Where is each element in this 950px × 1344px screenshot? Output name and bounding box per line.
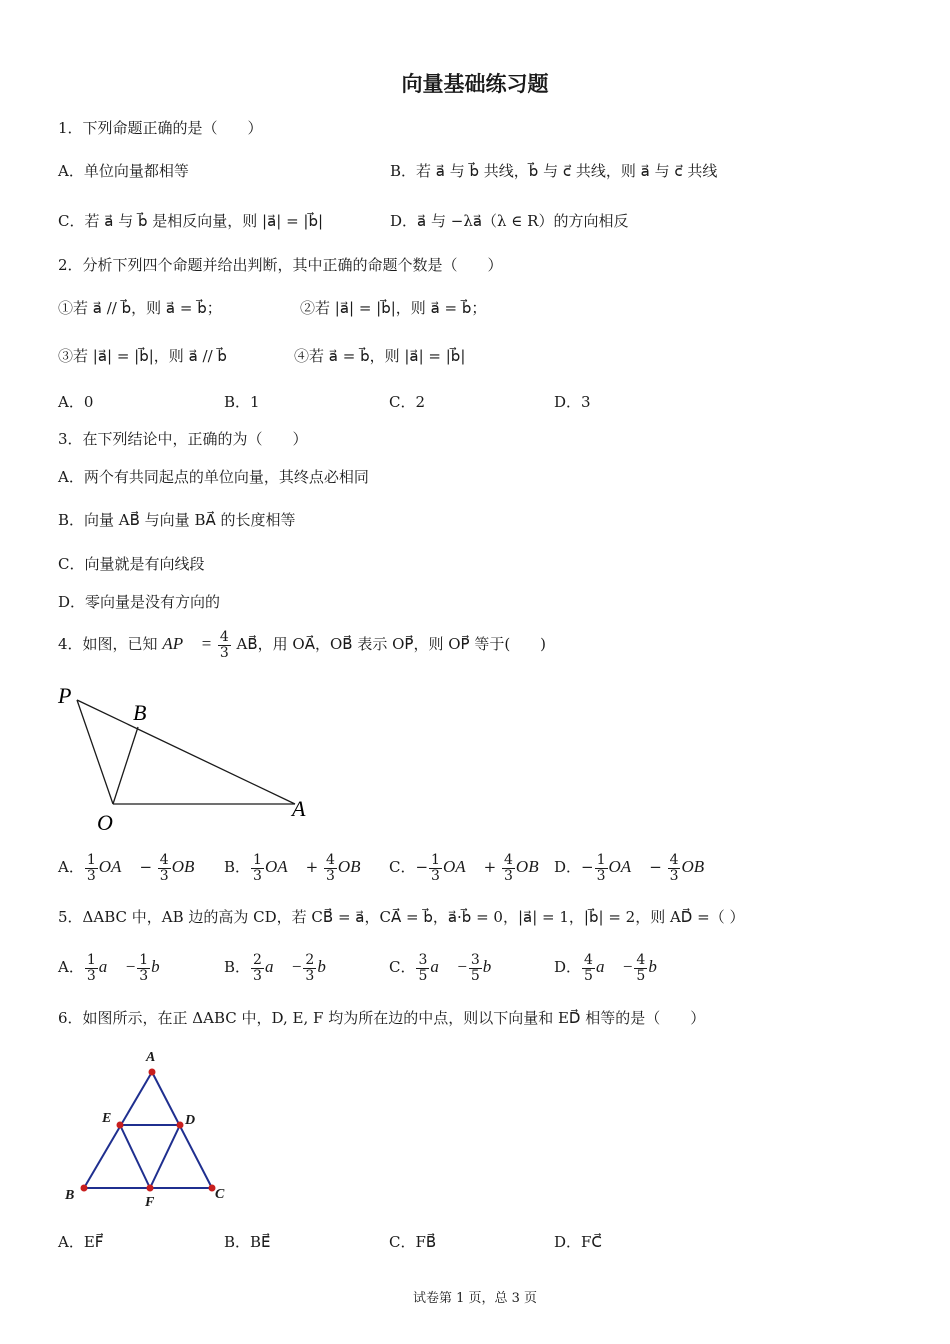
q1-option-b: B．若 a⃗ 与 b⃗ 共线，b⃗ 与 c⃗ 共线，则 a⃗ 与 c⃗ 共线: [390, 162, 718, 180]
q4-label-b: B: [133, 700, 147, 725]
q4-option-d-label: D．−: [554, 858, 594, 876]
q4-option-b-frac1: $\frac{1}{3}$: [253, 851, 262, 884]
q6-point-a: [149, 1069, 156, 1076]
q4-frac-num: 4: [219, 628, 229, 645]
page-footer: 试卷第 1 页，总 3 页: [412, 1291, 538, 1306]
q4-option-a-label: A．: [58, 858, 84, 876]
q4-option-b-frac2: $\frac{4}{3}$: [325, 851, 335, 884]
q5-option-a: [58, 946, 173, 988]
q4-option-b-op: +: [305, 858, 319, 876]
q5-option-c-frac1: $\frac{3}{5}$: [418, 951, 428, 984]
q6-label-b: B: [65, 1188, 75, 1203]
q4-option-b-vec1: OA⃗: [264, 857, 301, 876]
q6-segment-ef: [120, 1125, 150, 1188]
q6-point-d: [177, 1122, 184, 1129]
q2-stem: 2．分析下列四个命题并给出判断，其中正确的命题个数是（ ）: [58, 256, 503, 274]
q6-point-b: [81, 1185, 88, 1192]
q2-proposition-1: ①若 a⃗ // b⃗，则 a⃗ = b⃗；: [58, 299, 222, 317]
q6-option-c: C．FB⃗: [389, 1233, 437, 1251]
q4-option-a-vec1: OA⃗: [98, 857, 135, 876]
q6-option-a: A．EF⃗: [58, 1233, 104, 1251]
q4-label-p: P: [58, 683, 72, 708]
q4-line-po: [77, 700, 113, 804]
q6-point-e: [117, 1122, 124, 1129]
q6-label-a: A: [146, 1050, 156, 1065]
q4-option-a-frac2: $\frac{4}{3}$: [159, 851, 169, 884]
q5-option-a-vec2: b⃗: [151, 957, 173, 976]
q4-stem: [58, 622, 546, 666]
q3-option-c: C．向量就是有向线段: [58, 555, 205, 573]
q6-stem: 6．如图所示，在正 ΔABC 中，D, E, F 均为所在边的中点，则以下向量和 ED⃗ 相等的是（ ）: [58, 1009, 706, 1027]
page-title: 向量基础练习题: [401, 72, 549, 96]
q6-point-f: [147, 1185, 154, 1192]
q4-option-c-vec1: OA⃗: [442, 857, 479, 876]
q1-option-a: A．单位向量都相等: [58, 162, 189, 180]
q5-option-a-frac1: $\frac{1}{3}$: [86, 951, 96, 984]
q5-option-c-label: C．: [389, 958, 416, 976]
q2-option-a: A．0: [58, 393, 94, 411]
q6-label-f: F: [145, 1195, 155, 1210]
q5-option-c-vec2: b⃗: [482, 957, 505, 976]
q2-option-b: B．1: [224, 393, 260, 411]
q4-option-b-label: B．: [224, 858, 251, 876]
q1-option-c: C．若 a⃗ 与 b⃗ 是相反向量，则 |a⃗| = |b⃗|: [58, 212, 324, 230]
q4-frac-den: 3: [219, 644, 229, 661]
q2-proposition-2: ②若 |a⃗| = |b⃗|，则 a⃗ = b⃗；: [300, 299, 487, 317]
q5-option-b-vec1: a⃗ −: [264, 957, 303, 976]
q2-proposition-3: ③若 |a⃗| = |b⃗|，则 a⃗ // b⃗: [58, 347, 227, 365]
q3-option-d: D．零向量是没有方向的: [58, 593, 221, 611]
q4-option-d-frac2: $\frac{4}{3}$: [669, 851, 679, 884]
q5-option-c-vec1: a⃗ −: [430, 957, 468, 976]
q5-stem: 5．ΔABC 中，AB 边的高为 CD，若 CB⃗ = a⃗，CA⃗ = b⃗，a⃗·b⃗ = 0，|a⃗| = 1，|b⃗| = 2，则 AD⃗ =（ ）: [58, 908, 745, 926]
q6-segment-df: [150, 1125, 180, 1188]
q4-stem-suffix: AB⃗，用 OA⃗，OB⃗ 表示 OP⃗，则 OP⃗ 等于( ): [236, 635, 547, 653]
q1-option-d: D．a⃗ 与 −λa⃗（λ ∈ R）的方向相反: [390, 212, 629, 230]
q4-option-c-frac1: $\frac{1}{3}$: [431, 851, 440, 884]
q4-stem-ap: AP⃗ =: [162, 634, 213, 653]
q1-stem: 1．下列命题正确的是（ ）: [58, 119, 263, 137]
q5-option-d-frac2: $\frac{4}{5}$: [636, 951, 646, 984]
q5-option-d-vec1: a⃗ −: [595, 957, 634, 976]
q6-label-e: E: [102, 1111, 112, 1126]
q4-option-c-label: C．−: [389, 858, 429, 876]
q4-line-pa: [77, 700, 295, 804]
q4-option-d-op: −: [649, 858, 662, 876]
q4-line-ob: [113, 727, 138, 804]
q4-option-a-frac1: $\frac{1}{3}$: [86, 851, 96, 884]
q5-option-a-frac2: $\frac{1}{3}$: [139, 951, 149, 984]
q4-stem-fraction: [218, 630, 231, 661]
q5-option-b: [224, 946, 339, 988]
q4-label-o: O: [97, 810, 113, 835]
q4-option-b: [224, 846, 374, 888]
q4-option-b-vec2: OB⃗: [337, 857, 374, 876]
q4-option-d-frac1: $\frac{1}{3}$: [596, 851, 606, 884]
q5-option-d-label: D．: [554, 958, 582, 976]
q4-option-a-op: −: [139, 858, 153, 876]
q4-option-c-vec2: OB⃗: [515, 857, 552, 876]
q5-option-c-frac2: $\frac{3}{5}$: [470, 951, 480, 984]
q5-option-b-label: B．: [224, 958, 251, 976]
q5-option-c: [389, 946, 505, 988]
q5-option-a-vec1: a⃗ −: [98, 957, 137, 976]
q5-option-d-vec2: b⃗: [648, 957, 671, 976]
q4-option-a-vec2: OB⃗: [171, 857, 208, 876]
q5-option-d: [554, 946, 670, 988]
q5-option-b-frac2: $\frac{2}{3}$: [305, 951, 315, 984]
q3-option-a: A．两个有共同起点的单位向量，其终点必相同: [58, 468, 369, 486]
q6-label-c: C: [215, 1187, 225, 1202]
q5-option-b-vec2: b⃗: [317, 957, 340, 976]
q3-option-b: B．向量 AB⃗ 与向量 BA⃗ 的长度相等: [58, 511, 296, 529]
q5-option-a-label: A．: [58, 958, 84, 976]
q4-label-a: A: [292, 796, 306, 821]
q4-option-c-op: +: [483, 858, 497, 876]
q6-figure: [55, 1045, 245, 1215]
q6-side-ac: [152, 1072, 212, 1188]
q4-stem-prefix: 4．如图，已知: [58, 635, 158, 653]
q4-option-d: [554, 846, 717, 888]
q5-option-d-frac1: $\frac{4}{5}$: [584, 951, 593, 984]
q2-option-c: C．2: [389, 393, 426, 411]
q2-option-d: D．3: [554, 393, 591, 411]
q4-figure: [55, 678, 325, 838]
q4-option-c: [389, 846, 552, 888]
q6-label-d: D: [185, 1113, 196, 1128]
q4-option-d-vec2: OB⃗: [681, 857, 718, 876]
q3-stem: 3．在下列结论中，正确的为（ ）: [58, 430, 308, 448]
q4-option-d-vec1: OA⃗: [608, 857, 645, 876]
q5-option-b-frac1: $\frac{2}{3}$: [253, 951, 262, 984]
q6-option-b: B．BE⃗: [224, 1233, 271, 1251]
q6-option-d: D．FC⃗: [554, 1233, 602, 1251]
q2-proposition-4: ④若 a⃗ = b⃗，则 |a⃗| = |b⃗|: [294, 347, 466, 365]
q4-option-a: [58, 846, 208, 888]
q4-option-c-frac2: $\frac{4}{3}$: [504, 851, 513, 884]
